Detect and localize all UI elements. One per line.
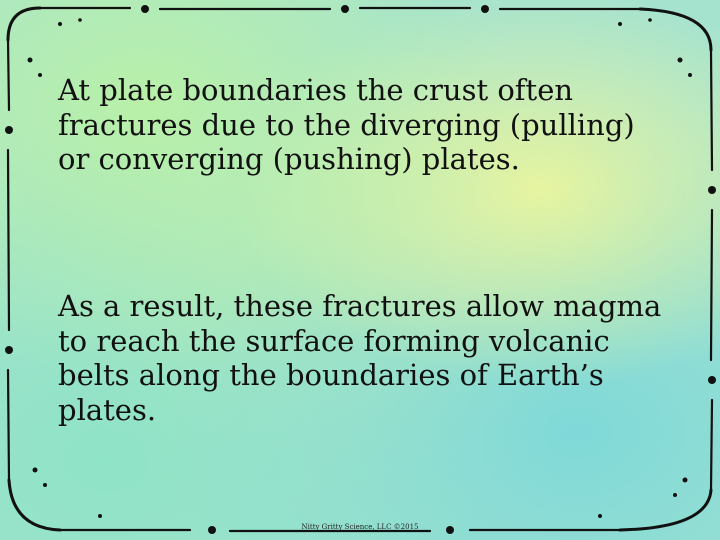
slide-paragraph-1: At plate boundaries the crust often fractures due to the diverging (pulling) or converging (pushing) plates. bbox=[58, 73, 635, 176]
slide-paragraph-2: As a result, these fractures allow magma to reach the surface forming volcanic belts along the boundaries of Earth’s plates. bbox=[58, 289, 662, 427]
copyright-footer: Nitty Gritty Science, LLC ©2015 bbox=[301, 523, 419, 531]
